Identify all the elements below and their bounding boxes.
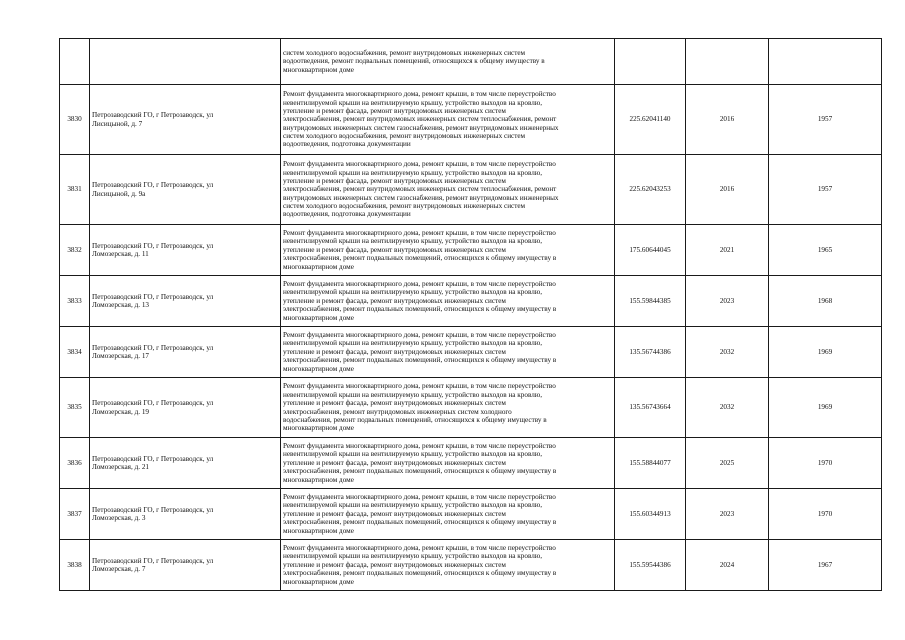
- address-cell-line: Петрозаводский ГО, г Петрозаводск, ул: [92, 454, 214, 463]
- works-cell-line: Ремонт фундамента многоквартирного дома, ремонт крыши, в том числе переустройство: [283, 442, 556, 451]
- row-number-cell: 3838: [60, 540, 90, 591]
- works-cell: [281, 540, 615, 591]
- row-number-cell: [60, 39, 90, 85]
- built-year-cell: [769, 39, 882, 85]
- area-cell: [615, 39, 686, 85]
- works-cell: [281, 489, 615, 540]
- works-cell-line: внутридомовых инженерных систем газоснабжения, ремонт внутридомовых инженерных: [283, 193, 559, 202]
- works-cell-line: многоквартирном доме: [283, 526, 354, 535]
- works-cell-line: электроснабжения, ремонт подвальных помещений, относящихся к общему имуществу в: [283, 254, 557, 263]
- works-cell-line: Ремонт фундамента многоквартирного дома, ремонт крыши, в том числе переустройство: [283, 493, 556, 502]
- works-cell-line: электроснабжения, ремонт внутридомовых инженерных систем теплоснабжения, ремонт: [283, 115, 557, 124]
- works-cell-line: Ремонт фундамента многоквартирного дома, ремонт крыши, в том числе переустройство: [283, 280, 556, 289]
- row-number-cell: 3833: [60, 276, 90, 327]
- table-row: [60, 39, 882, 85]
- works-cell-line: утепление и ремонт фасада, ремонт внутридомовых инженерных систем: [283, 106, 506, 115]
- plan-year-cell: 2023: [686, 276, 769, 327]
- works-cell-line: утепление и ремонт фасада, ремонт внутридомовых инженерных систем: [283, 176, 506, 185]
- plan-year-cell: 2032: [686, 327, 769, 378]
- plan-year-cell: 2024: [686, 540, 769, 591]
- area-cell: 225.62041140: [615, 85, 686, 155]
- works-cell: [281, 438, 615, 489]
- address-cell: [90, 327, 281, 378]
- works-cell-line: невентилируемой крыши на вентилируемую крышу, устройство выходов на кровлю,: [283, 339, 543, 348]
- document-page: [59, 38, 881, 591]
- row-number-cell: 3831: [60, 155, 90, 225]
- address-cell-line: Лисицыной, д. 7: [92, 119, 143, 128]
- works-cell-line: многоквартирном доме: [283, 577, 354, 586]
- built-year-cell: 1970: [769, 489, 882, 540]
- address-cell: [90, 155, 281, 225]
- row-number-cell: 3834: [60, 327, 90, 378]
- works-cell: [281, 225, 615, 276]
- works-cell-line: невентилируемой крыши на вентилируемую крышу, устройство выходов на кровлю,: [283, 501, 543, 510]
- address-cell: [90, 85, 281, 155]
- works-cell-line: Ремонт фундамента многоквартирного дома, ремонт крыши, в том числе переустройство: [283, 160, 556, 169]
- table-row: [60, 438, 882, 489]
- works-cell-line: систем холодного водоснабжения, ремонт внутридомовых инженерных систем: [283, 48, 526, 57]
- works-cell-line: многоквартирном доме: [283, 65, 354, 74]
- works-cell-line: водоотведения, подготовка документации: [283, 210, 411, 219]
- area-cell: 155.58844077: [615, 438, 686, 489]
- row-number-cell: 3837: [60, 489, 90, 540]
- works-cell-line: невентилируемой крыши на вентилируемую крышу, устройство выходов на кровлю,: [283, 168, 543, 177]
- works-cell-line: утепление и ремонт фасада, ремонт внутридомовых инженерных систем: [283, 560, 506, 569]
- works-cell-line: электроснабжения, ремонт подвальных помещений, относящихся к общему имуществу в: [283, 569, 557, 578]
- table-row: [60, 327, 882, 378]
- area-cell: 155.60344913: [615, 489, 686, 540]
- table-row: [60, 489, 882, 540]
- address-cell-line: Ломозерская, д. 7: [92, 565, 146, 573]
- works-cell-line: невентилируемой крыши на вентилируемую крышу, устройство выходов на кровлю,: [283, 390, 543, 399]
- table-row: [60, 225, 882, 276]
- plan-year-cell: 2025: [686, 438, 769, 489]
- address-cell-line: Петрозаводский ГО, г Петрозаводск, ул: [92, 556, 214, 565]
- works-cell-line: систем холодного водоснабжения, ремонт внутридомовых инженерных систем: [283, 132, 526, 141]
- registry-table-body: [60, 39, 882, 591]
- plan-year-cell: 2021: [686, 225, 769, 276]
- address-cell-line: Ломозерская, д. 17: [92, 352, 150, 360]
- plan-year-cell: 2023: [686, 489, 769, 540]
- area-cell: 155.59844385: [615, 276, 686, 327]
- area-cell: 155.59544386: [615, 540, 686, 591]
- works-cell-line: систем холодного водоснабжения, ремонт внутридомовых инженерных систем: [283, 202, 526, 211]
- works-cell-line: водоснабжения, ремонт подвальных помещений, относящихся к общему имуществу в: [283, 415, 547, 424]
- address-cell: [90, 378, 281, 438]
- address-cell: [90, 39, 281, 85]
- works-cell: [281, 378, 615, 438]
- address-cell-line: Ломозерская, д. 21: [92, 463, 150, 471]
- works-cell-line: невентилируемой крыши на вентилируемую крышу, устройство выходов на кровлю,: [283, 98, 543, 107]
- works-cell-line: водоотведения, ремонт подвальных помещений, относящихся к общему имуществу в: [283, 57, 545, 66]
- address-cell: [90, 225, 281, 276]
- works-cell-line: водоотведения, подготовка документации: [283, 140, 411, 149]
- built-year-cell: 1957: [769, 155, 882, 225]
- works-cell-line: Ремонт фундамента многоквартирного дома, ремонт крыши, в том числе переустройство: [283, 544, 556, 553]
- address-cell-line: Ломозерская, д. 3: [92, 514, 146, 522]
- address-cell-line: Лисицыной, д. 9а: [92, 189, 146, 198]
- plan-year-cell: [686, 39, 769, 85]
- table-row: [60, 85, 882, 155]
- built-year-cell: 1968: [769, 276, 882, 327]
- works-cell-line: утепление и ремонт фасада, ремонт внутридомовых инженерных систем: [283, 245, 506, 254]
- built-year-cell: 1965: [769, 225, 882, 276]
- works-cell-line: невентилируемой крыши на вентилируемую крышу, устройство выходов на кровлю,: [283, 552, 543, 561]
- works-cell-line: Ремонт фундамента многоквартирного дома, ремонт крыши, в том числе переустройство: [283, 90, 556, 99]
- works-cell-line: невентилируемой крыши на вентилируемую крышу, устройство выходов на кровлю,: [283, 288, 543, 297]
- works-cell-line: электроснабжения, ремонт подвальных помещений, относящихся к общему имуществу в: [283, 518, 557, 527]
- address-cell-line: Ломозерская, д. 13: [92, 301, 150, 309]
- plan-year-cell: 2032: [686, 378, 769, 438]
- address-cell-line: Петрозаводский ГО, г Петрозаводск, ул: [92, 241, 214, 250]
- address-cell: [90, 540, 281, 591]
- area-cell: 135.56743664: [615, 378, 686, 438]
- works-cell-line: утепление и ремонт фасада, ремонт внутридомовых инженерных систем: [283, 458, 506, 467]
- built-year-cell: 1969: [769, 378, 882, 438]
- works-cell-line: электроснабжения, ремонт подвальных помещений, относящихся к общему имуществу в: [283, 305, 557, 314]
- area-cell: 225.62043253: [615, 155, 686, 225]
- table-row: [60, 155, 882, 225]
- address-cell-line: Петрозаводский ГО, г Петрозаводск, ул: [92, 181, 214, 190]
- plan-year-cell: 2016: [686, 85, 769, 155]
- works-cell-line: многоквартирном доме: [283, 475, 354, 484]
- works-cell: [281, 327, 615, 378]
- table-row: [60, 540, 882, 591]
- row-number-cell: 3836: [60, 438, 90, 489]
- address-cell-line: Петрозаводский ГО, г Петрозаводск, ул: [92, 292, 214, 301]
- registry-table: [59, 38, 882, 591]
- row-number-cell: 3835: [60, 378, 90, 438]
- works-cell-line: многоквартирном доме: [283, 364, 354, 373]
- address-cell-line: Петрозаводский ГО, г Петрозаводск, ул: [92, 505, 214, 514]
- works-cell-line: Ремонт фундамента многоквартирного дома, ремонт крыши, в том числе переустройство: [283, 331, 556, 340]
- works-cell-line: внутридомовых инженерных систем газоснабжения, ремонт внутридомовых инженерных: [283, 123, 559, 132]
- works-cell: [281, 155, 615, 225]
- works-cell-line: Ремонт фундамента многоквартирного дома, ремонт крыши, в том числе переустройство: [283, 382, 556, 391]
- works-cell-line: невентилируемой крыши на вентилируемую крышу, устройство выходов на кровлю,: [283, 450, 543, 459]
- built-year-cell: 1967: [769, 540, 882, 591]
- works-cell: [281, 39, 615, 85]
- table-row: [60, 378, 882, 438]
- address-cell: [90, 276, 281, 327]
- built-year-cell: 1957: [769, 85, 882, 155]
- works-cell-line: утепление и ремонт фасада, ремонт внутридомовых инженерных систем: [283, 347, 506, 356]
- works-cell-line: электроснабжения, ремонт внутридомовых инженерных систем холодного: [283, 407, 512, 416]
- address-cell-line: Петрозаводский ГО, г Петрозаводск, ул: [92, 399, 214, 408]
- works-cell-line: утепление и ремонт фасада, ремонт внутридомовых инженерных систем: [283, 399, 506, 408]
- works-cell-line: невентилируемой крыши на вентилируемую крышу, устройство выходов на кровлю,: [283, 237, 543, 246]
- works-cell-line: электроснабжения, ремонт подвальных помещений, относящихся к общему имуществу в: [283, 356, 557, 365]
- area-cell: 135.56744386: [615, 327, 686, 378]
- works-cell-line: электроснабжения, ремонт внутридомовых инженерных систем теплоснабжения, ремонт: [283, 185, 557, 194]
- address-cell-line: Петрозаводский ГО, г Петрозаводск, ул: [92, 343, 214, 352]
- works-cell-line: многоквартирном доме: [283, 262, 354, 271]
- address-cell: [90, 489, 281, 540]
- works-cell-line: многоквартирном доме: [283, 424, 354, 433]
- address-cell-line: Ломозерская, д. 19: [92, 407, 150, 416]
- area-cell: 175.60644045: [615, 225, 686, 276]
- works-cell-line: многоквартирном доме: [283, 313, 354, 322]
- row-number-cell: 3830: [60, 85, 90, 155]
- address-cell-line: Ломозерская, д. 11: [92, 250, 149, 258]
- address-cell: [90, 438, 281, 489]
- works-cell: [281, 276, 615, 327]
- table-row: [60, 276, 882, 327]
- works-cell-line: утепление и ремонт фасада, ремонт внутридомовых инженерных систем: [283, 509, 506, 518]
- works-cell-line: утепление и ремонт фасада, ремонт внутридомовых инженерных систем: [283, 296, 506, 305]
- built-year-cell: 1970: [769, 438, 882, 489]
- plan-year-cell: 2016: [686, 155, 769, 225]
- row-number-cell: 3832: [60, 225, 90, 276]
- works-cell: [281, 85, 615, 155]
- address-cell-line: Петрозаводский ГО, г Петрозаводск, ул: [92, 111, 214, 120]
- works-cell-line: электроснабжения, ремонт подвальных помещений, относящихся к общему имуществу в: [283, 467, 557, 476]
- works-cell-line: Ремонт фундамента многоквартирного дома, ремонт крыши, в том числе переустройство: [283, 229, 556, 238]
- built-year-cell: 1969: [769, 327, 882, 378]
